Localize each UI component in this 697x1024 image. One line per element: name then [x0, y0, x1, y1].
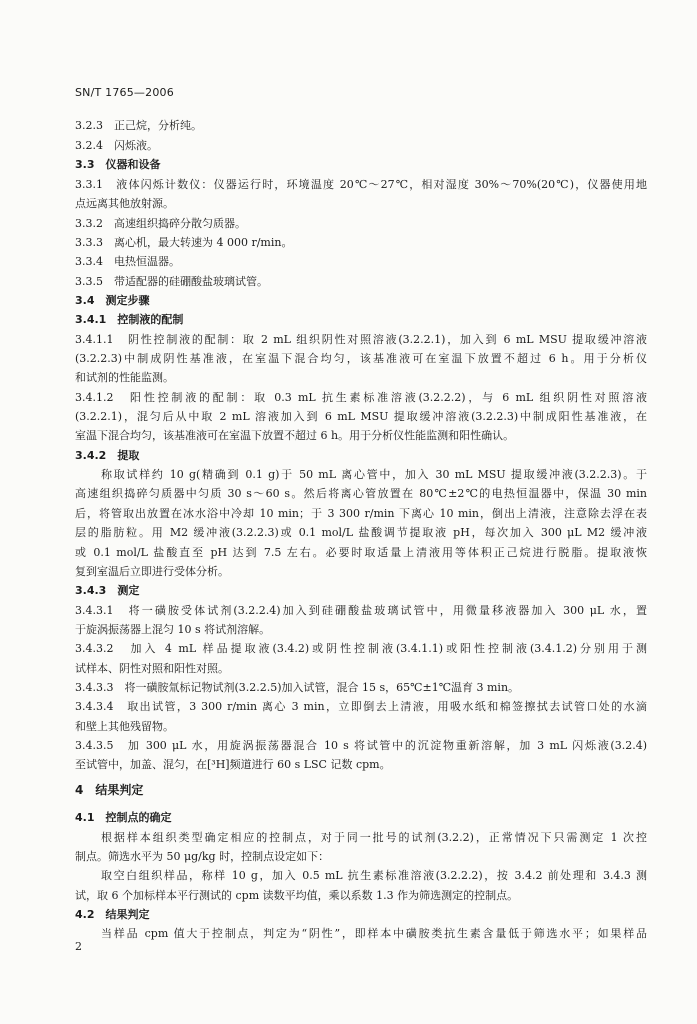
text-line: 试，取 6 个加标样本平行测试的 cpm 读数平均值，乘以系数 1.3 作为筛选测定的控制点。 — [75, 889, 519, 902]
section-heading: 4.2 结果判定 — [75, 908, 150, 921]
section-heading: 3.4.3 测定 — [75, 584, 140, 597]
text-line: 3.2.3 正己烷，分析纯。 — [75, 119, 202, 132]
section-heading: 3.3 仪器和设备 — [75, 158, 161, 171]
text-line: 室温下混合均匀，该基准液可在室温下放置不超过 6 h。用于分析仪性能监测和阳性确认。 — [75, 429, 515, 442]
text-line: 复到室温后立即进行受体分析。 — [75, 565, 229, 578]
text-line: 或 0.1 mol/L 盐酸直至 pH 达到 7.5 左右。必要时取适量上清液用等体积正己烷进行脱脂。提取液恢 — [75, 546, 647, 559]
section-heading: 3.4 测定步骤 — [75, 294, 150, 307]
document-id: SN/T 1765—2006 — [75, 86, 174, 99]
section-heading: 4.1 控制点的确定 — [75, 811, 172, 824]
text-line: 制点。筛选水平为 50 μg/kg 时，控制点设定如下： — [75, 850, 330, 863]
text-line: 3.3.5 带适配器的硅硼酸盐玻璃试管。 — [75, 275, 268, 288]
text-line: 3.3.3 离心机，最大转速为 4 000 r/min。 — [75, 236, 293, 249]
text-line: 高速组织捣碎匀质器中匀质 30 s～60 s。然后将离心管放置在 80℃±2℃的电热恒温器中，保温 30 min — [75, 487, 647, 500]
text-line: 至试管中，加盖、混匀，在[³H]频道进行 60 s LSC 记数 cpm。 — [75, 758, 391, 771]
text-line: 3.4.3.4 取出试管，3 300 r/min 离心 3 min，立即倒去上清液，用吸水纸和棉签擦拭去试管口处的水滴 — [75, 700, 647, 713]
text-line: (3.2.2.1)，混匀后从中取 2 mL 溶液加入到 6 mL MSU 提取缓冲溶液(3.2.2.3)中制成阳性基准液，在 — [75, 410, 647, 423]
text-line: (3.2.2.3)中制成阴性基准液，在室温下混合均匀，该基准液可在室温下放置不超过 6 h。用于分析仪 — [75, 352, 647, 365]
text-line: 称取试样约 10 g(精确到 0.1 g)于 50 mL 离心管中，加入 30 mL MSU 提取缓冲液(3.2.2.3)。于 — [101, 468, 647, 481]
section-heading: 3.4.1 控制液的配制 — [75, 313, 184, 326]
text-line: 取空白组织样品，称样 10 g，加入 0.5 mL 抗生素标准溶液(3.2.2.2)，按 3.4.2 前处理和 3.4.3 测 — [101, 869, 647, 882]
text-line: 3.3.2 高速组织捣碎分散匀质器。 — [75, 217, 246, 230]
chapter-heading: 4 结果判定 — [75, 783, 144, 797]
text-line: 3.4.3.5 加 300 μL 水，用旋涡振荡器混合 10 s 将试管中的沉淀物重新溶解，加 3 mL 闪烁液(3.2.4) — [75, 739, 647, 752]
text-line: 层的脂肪粒。用 M2 缓冲液(3.2.2.3)或 0.1 mol/L 盐酸调节提取液 pH，每次加入 300 μL M2 缓冲液 — [75, 526, 647, 539]
text-line: 和壁上其他残留物。 — [75, 720, 174, 733]
text-line: 点远离其他放射源。 — [75, 197, 174, 210]
text-line: 根据样本组织类型确定相应的控制点，对于同一批号的试剂(3.2.2)，正常情况下只需测定 1 次控 — [101, 831, 647, 844]
text-line: 3.4.3.1 将一磺胺受体试剂(3.2.2.4)加入到硅硼酸盐玻璃试管中，用微量移液器加入 300 μL 水，置 — [75, 604, 647, 617]
text-line: 于旋涡振荡器上混匀 10 s 将试剂溶解。 — [75, 623, 271, 636]
text-line: 3.4.3.3 将一磺胺氚标记物试剂(3.2.2.5)加入试管，混合 15 s，65℃±1℃温育 3 min。 — [75, 681, 520, 694]
text-line: 3.3.1 液体闪烁计数仪：仪器运行时，环境温度 20℃～27℃，相对湿度 30%～70%(20℃)，仪器使用地 — [75, 178, 647, 191]
text-line: 3.4.1.2 阳性控制液的配制：取 0.3 mL 抗生素标准溶液(3.2.2.2)，与 6 mL 组织阴性对照溶液 — [75, 391, 647, 404]
page-number: 2 — [75, 940, 82, 953]
text-line: 3.2.4 闪烁液。 — [75, 139, 158, 152]
text-line: 当样品 cpm 值大于控制点，判定为“阴性”，即样本中磺胺类抗生素含量低于筛选水平；如果样品 — [101, 927, 647, 940]
text-line: 3.3.4 电热恒温器。 — [75, 255, 180, 268]
text-line: 试样本、阴性对照和阳性对照。 — [75, 662, 229, 675]
section-heading: 3.4.2 提取 — [75, 449, 140, 462]
text-line: 3.4.1.1 阴性控制液的配制：取 2 mL 组织阴性对照溶液(3.2.2.1)，加入到 6 mL MSU 提取缓冲溶液 — [75, 333, 647, 346]
text-line: 后，将管取出放置在冰水浴中冷却 10 min；于 3 300 r/min 下离心 10 min，倒出上清液，注意除去浮在表 — [75, 507, 647, 520]
text-line: 3.4.3.2 加入 4 mL 样品提取液(3.4.2)或阴性控制液(3.4.1.1)或阳性控制液(3.4.1.2)分别用于测 — [75, 642, 647, 655]
text-line: 和试剂的性能监测。 — [75, 371, 174, 384]
